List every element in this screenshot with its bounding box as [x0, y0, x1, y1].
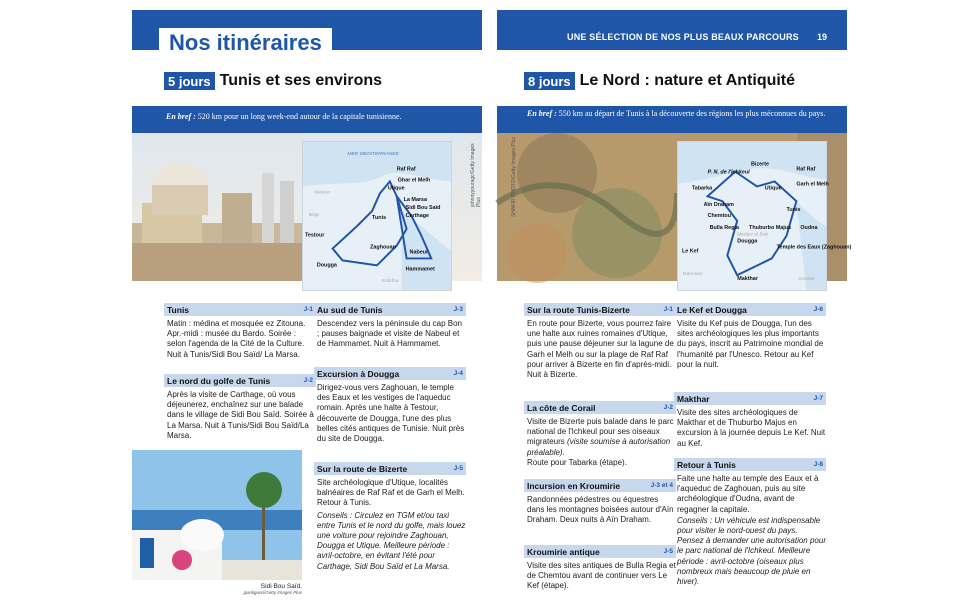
map-faint-label: Dahmani [682, 272, 703, 278]
day-title: Au sud de Tunis [317, 304, 383, 315]
days-badge: 8 jours [524, 72, 575, 90]
map-place: Thuburbo Majus [749, 224, 792, 231]
day-text: Randonnées pédestres ou équestres dans les montagnes boisées autour d'Aïn Draham. Deux nuits à Aïn Draham. [527, 495, 674, 525]
map-place: P. N. de l'Ichkeul [707, 169, 750, 176]
day-label: J-5 [663, 548, 673, 555]
day-text-italic: (visite soumise à autorisation préalable). [527, 437, 671, 457]
day-text: Faite une halte au temple des Eaux et à l'aqueduc de Zaghouan, puis au site archéologique d'Oudna, avant de regagner la capitale. [677, 474, 819, 514]
day-title: Incursion en Kroumirie [527, 480, 621, 491]
top-banner [497, 10, 847, 50]
brief-label: En bref : [527, 109, 557, 118]
day-text [524, 414, 676, 468]
brief-bar [132, 106, 482, 133]
map-place: Bizerte [751, 161, 770, 168]
map-place: Utique [764, 185, 782, 192]
photo-caption [242, 583, 302, 595]
map-place: Hammamet [405, 266, 435, 273]
day-text: Dirigez-vous vers Zaghouan, le temple des Eaux et les vestiges de l'aqueduc romain. Après une halte à Testour, découverte de Dougga, l'une des plus belles cités antiques de Tunisie. Nuit près du site de Dougga. [317, 383, 465, 444]
map-place: Utique [387, 185, 405, 192]
map-place: Carthage [405, 212, 430, 219]
brief-bar [497, 106, 847, 134]
itinerary-day [524, 545, 676, 592]
itinerary-day [314, 367, 466, 444]
route-map [677, 141, 852, 291]
map-place: Oudna [800, 224, 818, 231]
right-page [497, 10, 852, 595]
map-place: Ghar el Melh [397, 177, 431, 184]
map-faint-label: Enfidha [381, 279, 399, 285]
map-place: Dougga [737, 238, 758, 245]
itinerary-day [674, 303, 826, 370]
map-place: Tabarka [691, 185, 713, 192]
day-text: En route pour Bizerte, vous pourrez faire une halte aux ruines romaines d'Utique, puis une pause déjeuner sur la lagune de Garh el Melh ou sur la plage de Raf Raf pour arriver à Bizerte en fin d'après-midi. Nuit à Bizerte. [527, 319, 674, 380]
tips-note: Conseils : Un véhicule est indispensable pour visiter le nord-ouest du pays. Pensez à demander une autorisation pour le parc national de l'Ichkeul. Meilleure période : avril-octobre (oiseaux plus nombreux mais beaucoup de pluie en hiver). [677, 515, 826, 587]
map-place: Chemtou [707, 212, 732, 219]
brief-text: 550 km au départ de Tunis à la découverte des régions les plus méconnues du pays. [558, 109, 826, 118]
day-text: Site archéologique d'Utique, localités balnéaires de Raf Raf et de Garh el Melh. Retour à Tunis. [317, 478, 465, 508]
left-page [132, 10, 482, 595]
day-label: J-5 [453, 465, 463, 472]
day-title: Sur la route de Bizerte [317, 463, 408, 474]
caption-credit: gianliguori/Getty Images Plus [243, 590, 302, 595]
map-faint-label: Sousse [798, 277, 815, 283]
day-text-end: Route pour Tabarka (étape). [527, 457, 627, 467]
section-title: Nos itinéraires [159, 28, 332, 56]
route-title: Tunis et ses environs [219, 72, 383, 89]
map-sea-label: MER MÉDITERRANÉE [347, 151, 399, 157]
itinerary-day [524, 401, 676, 468]
map-place: Testour [304, 232, 325, 239]
day-text: Visite des sites archéologiques de Makthar et de Thuburbo Majus en excursion à la journée depuis Le Kef. Nuit au Kef. [677, 408, 826, 448]
page-number: 19 [816, 32, 827, 42]
itinerary-day [524, 479, 676, 526]
map-place: Temple des Eaux (Zaghouan) [776, 244, 852, 251]
day-text: Descendez vers la péninsule du cap Bon ; pauses baignade et visite de Nabeul et de Hammamet. Nuit à Hammamet. [317, 319, 462, 349]
photo-credit: SHAKIR PHOTO/Getty Images Plus [511, 137, 517, 217]
day-title: Makthar [677, 393, 710, 404]
day-text-main: Visite de Bizerte puis balade dans le parc national de l'Ichkeul pour ses oiseaux migrateurs [527, 417, 674, 447]
day-title: Sur la route Tunis-Bizerte [527, 304, 630, 315]
brief-label: En bref : [166, 112, 196, 121]
caption-text: Sidi Bou Saïd. [260, 583, 302, 590]
day-text: Visite des sites antiques de Bulla Regia et de Chemtou avant de continuer vers Le Kef (étape). [527, 561, 676, 591]
day-label: J-7 [813, 395, 823, 402]
map-place: Raf Raf [396, 166, 416, 173]
map-place: Dougga [316, 262, 337, 269]
day-text: Après la visite de Carthage, où vous déjeunerez, enchaînez sur une balade dans le village de Sidi Bou Saïd. Soirée à La Marsa. Nuit à Tunis/Sidi Bou Saïd/La Marsa. [167, 390, 314, 440]
day-label: J-6 [813, 306, 823, 313]
day-title: Excursion à Dougga [317, 368, 400, 379]
day-text: Visite du Kef puis de Dougga, l'un des sites archéologiques les plus importants du pays, inscrit au Patrimoine mondial de l'humanité par l'Unesco. Retour au Kef pour la nuit. [677, 319, 824, 369]
day-text: Matin : médina et mosquée ez Zitouna. Apr.-midi : musée du Bardo. Soirée : selon l'agenda de la Cité de la Culture. Nuit à Tunis/Sidi Bou Saïd/ La Marsa. [167, 319, 306, 359]
map-place: La Marsa [403, 197, 428, 204]
day-label: J-3 et 4 [650, 482, 673, 489]
itinerary-day [674, 392, 826, 449]
map-place: Tunis [372, 214, 387, 221]
photo-credit: johnnyyouragc/Getty Images Plus [470, 143, 482, 207]
map-faint-label: Medjez el Bab [737, 232, 769, 238]
map-place: Nabeul [409, 249, 428, 256]
itinerary-day [164, 303, 316, 360]
day-title: La côte de Corail [527, 402, 596, 413]
day-title: Le nord du golfe de Tunis [167, 375, 271, 386]
day-label: J-1 [663, 306, 673, 313]
itinerary-day [314, 303, 466, 350]
route-map [302, 141, 452, 291]
map-place: Sidi Bou Saïd [405, 205, 441, 212]
day-title: Kroumirie antique [527, 546, 600, 557]
itinerary-day [314, 462, 466, 572]
day-label: J-1 [303, 306, 313, 313]
map-faint-label: Béja [308, 213, 319, 218]
day-label: J-3 [453, 306, 463, 313]
day-title: Le Kef et Dougga [677, 304, 747, 315]
route-heading [524, 72, 795, 90]
map-place: Makthar [737, 276, 758, 283]
day-label: J-4 [453, 370, 463, 377]
itinerary-day [164, 374, 316, 441]
day-label: J-8 [813, 461, 823, 468]
day-title: Retour à Tunis [677, 459, 736, 470]
map-place: Bulla Regia [709, 224, 740, 231]
itinerary-day [674, 458, 826, 587]
map-place: Zaghouan [370, 244, 396, 251]
map-place: Tunis [786, 207, 801, 214]
map-place: Garh el Melh [796, 181, 829, 188]
map-place: Aïn Draham [703, 202, 734, 209]
day-label: J-2 [303, 377, 313, 384]
map-faint-label: Mateur [314, 190, 331, 196]
day-label: J-2 [663, 404, 673, 411]
map-place: Le Kef [681, 248, 699, 255]
running-head: UNE SÉLECTION DE NOS PLUS BEAUX PARCOURS [567, 32, 799, 42]
itinerary-day [524, 303, 676, 380]
day-title: Tunis [167, 304, 190, 315]
sidi-bou-said-photo [132, 450, 302, 580]
map-place: Raf Raf [796, 166, 816, 173]
days-badge: 5 jours [164, 72, 215, 90]
route-title: Le Nord : nature et Antiquité [579, 72, 796, 89]
tips-note: Conseils : Circulez en TGM et/ou taxi entre Tunis et le nord du golfe, mais louez une voiture pour rejoindre Zaghouan, Dougga et Utique. Meilleure période : avril-octobre, en évitant l'été pour Carthage, Sidi Bou Saïd et La Marsa. [317, 510, 466, 571]
brief-text: 520 km pour un long week-end autour de la capitale tunisienne. [197, 112, 402, 121]
route-heading [164, 72, 382, 90]
